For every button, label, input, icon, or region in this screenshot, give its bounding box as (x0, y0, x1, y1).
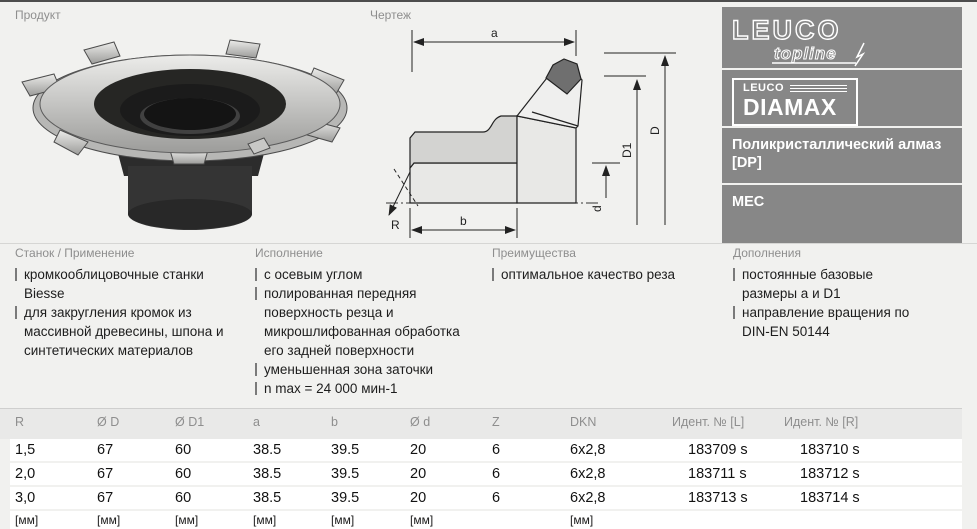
table-cell: 39.5 (331, 442, 360, 458)
list-item: для закругления кромок из массивной древесины, шпона и синтетических материалов (15, 303, 233, 360)
unit-cell: [мм] (15, 513, 39, 527)
table-units-row (10, 511, 962, 529)
table-cell: 67 (97, 442, 114, 458)
dim-label-d: d (590, 205, 604, 212)
system-badge (722, 185, 962, 243)
brand-panel (722, 7, 962, 243)
table-cell: 6 (492, 466, 501, 482)
design-section-label: Исполнение (255, 246, 323, 260)
list-item: n max = 24 000 мин-1 (255, 379, 475, 398)
list-item: постоянные базовые размеры a и D1 (733, 265, 929, 303)
section-divider (0, 243, 977, 244)
table-cell: 20 (410, 466, 427, 482)
section-advantages (492, 246, 724, 284)
column-header: Идент. № [L] (672, 415, 745, 429)
unit-cell: [мм] (331, 513, 355, 527)
material-line1: Поликристаллический алмаз (732, 137, 942, 153)
dimension-drawing (380, 22, 712, 243)
bullet-bar-icon (255, 268, 257, 281)
table-cell: 39.5 (331, 466, 360, 482)
table-header-row (0, 408, 962, 439)
table-cell: 38.5 (253, 466, 282, 482)
section-machine (15, 246, 233, 360)
topline-logo-sub: topline (774, 44, 837, 63)
column-header: a (253, 415, 260, 429)
dim-label-d1: D1 (620, 142, 634, 158)
drawing-section-label: Чертеж (370, 8, 412, 22)
table-cell: 60 (175, 466, 192, 482)
section-additions (733, 246, 929, 341)
table-cell: 39.5 (331, 490, 360, 506)
section-design (255, 246, 475, 398)
table-cell: 1,5 (15, 442, 36, 458)
column-header: b (331, 415, 338, 429)
table-row (10, 439, 962, 461)
dim-label-a: a (491, 26, 498, 40)
table-cell: 183711 s (688, 466, 747, 482)
table-cell: 38.5 (253, 442, 282, 458)
table-cell: 6x2,8 (570, 466, 606, 482)
list-item: кромкооблицовочные станки Biesse (15, 265, 233, 303)
column-header: R (15, 415, 25, 429)
column-header: Z (492, 415, 500, 429)
bullet-bar-icon (255, 382, 257, 395)
table-cell: 6 (492, 442, 501, 458)
table-row (10, 463, 962, 485)
machine-section-label: Станок / Применение (15, 246, 135, 260)
list-item: оптимальное качество реза (492, 265, 724, 284)
column-header: Ø D1 (175, 415, 205, 429)
additions-section-label: Дополнения (733, 246, 801, 260)
system-label: MEC (732, 194, 765, 211)
column-header: Ø d (410, 415, 431, 429)
table-cell: 183710 s (800, 442, 860, 458)
bullet-bar-icon (15, 306, 17, 319)
list-item: полированная передняя поверхность резца и микрошлифованная обработка его задней поверхности (255, 284, 475, 360)
table-cell: 20 (410, 490, 427, 506)
list-item: уменьшенная зона заточки (255, 360, 475, 379)
table-body (10, 439, 962, 529)
diamax-logo-small: LEUCO (743, 82, 784, 94)
table-cell: 3,0 (15, 490, 36, 506)
unit-cell: [мм] (410, 513, 434, 527)
table-cell: 183712 s (800, 466, 860, 482)
column-header: Идент. № [R] (784, 415, 859, 429)
bullet-bar-icon (733, 268, 735, 281)
column-header: Ø D (97, 415, 120, 429)
table-cell: 20 (410, 442, 427, 458)
table-cell: 183714 s (800, 490, 860, 506)
bullet-bar-icon (733, 306, 735, 319)
bullet-bar-icon (255, 287, 257, 300)
topline-logo-word: LEUCO (732, 15, 842, 45)
unit-cell: [мм] (175, 513, 199, 527)
bullet-bar-icon (15, 268, 17, 281)
dim-label-big-d: D (648, 126, 662, 135)
table-cell: 2,0 (15, 466, 36, 482)
table-cell: 60 (175, 490, 192, 506)
table-cell: 183709 s (688, 442, 748, 458)
product-section-label: Продукт (15, 8, 61, 22)
unit-cell: [мм] (97, 513, 121, 527)
column-header: DKN (570, 415, 597, 429)
advantages-section-label: Преимущества (492, 246, 576, 260)
table-row (10, 487, 962, 509)
material-line2: [DP] (732, 155, 762, 172)
unit-cell: [мм] (253, 513, 277, 527)
list-item: с осевым углом (255, 265, 475, 284)
table-cell: 6x2,8 (570, 490, 606, 506)
dim-label-r: R (391, 218, 400, 232)
material-badge (722, 128, 962, 183)
diamax-logo-lines (790, 85, 847, 92)
table-cell: 60 (175, 442, 192, 458)
bullet-bar-icon (492, 268, 494, 281)
leuco-topline-logo (722, 7, 962, 68)
table-cell: 67 (97, 490, 114, 506)
table-cell: 6x2,8 (570, 442, 606, 458)
leuco-diamax-logo (722, 70, 962, 126)
table-cell: 67 (97, 466, 114, 482)
dim-label-b: b (460, 214, 467, 228)
table-cell: 183713 s (688, 490, 748, 506)
unit-cell: [мм] (570, 513, 594, 527)
bullet-bar-icon (255, 363, 257, 376)
list-item: направление вращения по DIN-EN 50144 (733, 303, 929, 341)
table-cell: 6 (492, 490, 501, 506)
diamax-logo-word: DIAMAX (743, 94, 837, 120)
table-cell: 38.5 (253, 490, 282, 506)
product-image (12, 24, 352, 240)
lightning-icon (855, 43, 864, 66)
